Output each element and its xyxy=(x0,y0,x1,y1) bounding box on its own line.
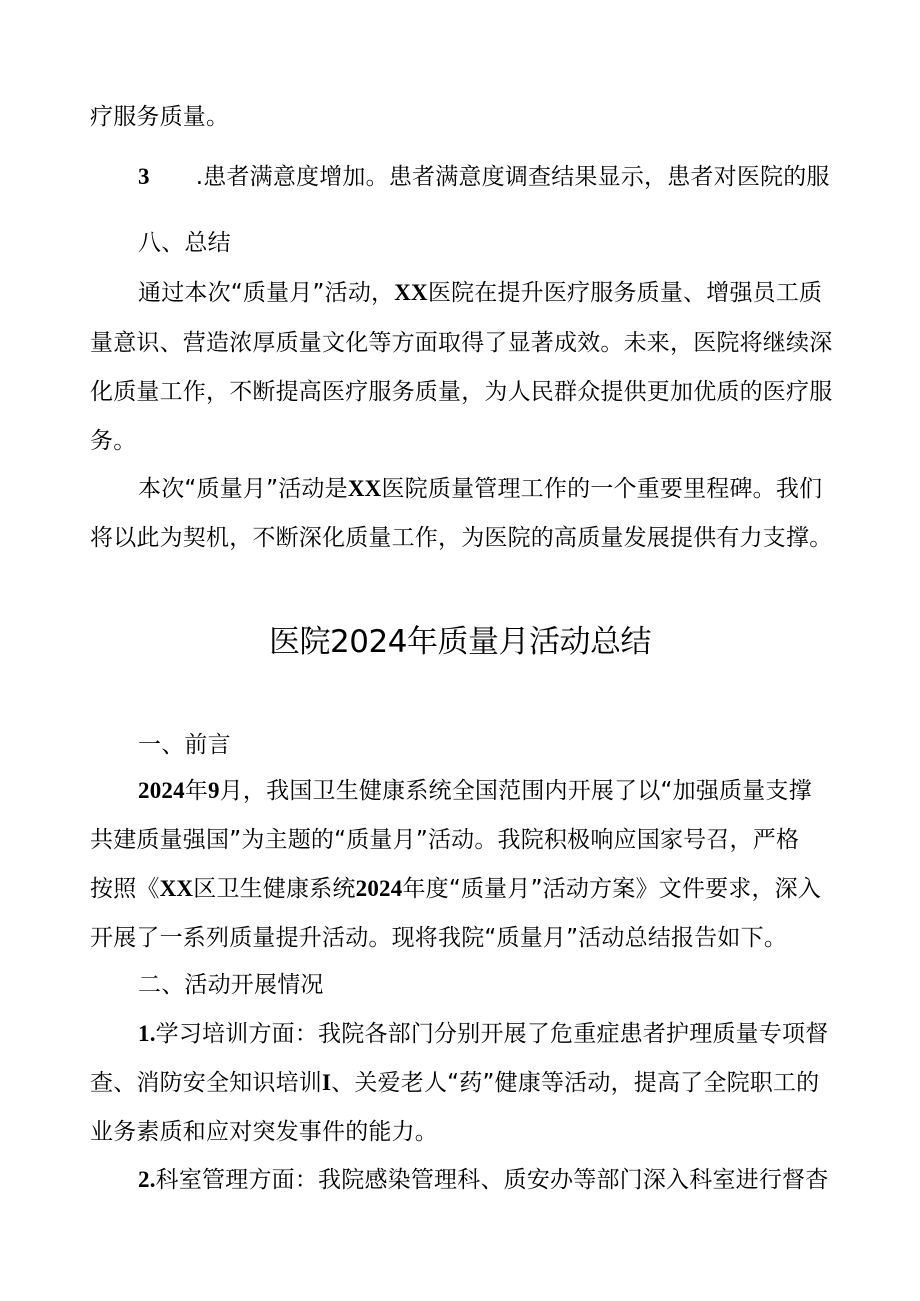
paragraph-line xyxy=(90,377,832,407)
list-item-3 xyxy=(138,162,830,192)
text-run: 医院质量管理工作的一个重要里程碑。我们 xyxy=(381,476,823,502)
text-run: 年度“质量月”活动方案》文件要求，深入 xyxy=(402,876,822,902)
paragraph-line xyxy=(138,474,822,504)
document-title: 医院2024年质量月活动总结 xyxy=(269,624,651,660)
item-number: 1. xyxy=(138,1021,156,1046)
item-number: 3 xyxy=(138,164,150,189)
text-run: 通过本次“质量月”活动， xyxy=(138,280,395,306)
heading-text: 八、总结 xyxy=(138,230,231,256)
heading-text: 二、活动开展情况 xyxy=(138,972,324,998)
section-heading-summary xyxy=(138,228,231,258)
text-run: 查、消防安全知识培训 xyxy=(90,1070,322,1096)
text-run: 量意识、营造浓厚质量文化等方面取得了显著成效。未来，医院将继续深 xyxy=(90,330,833,356)
text-run: 年 xyxy=(184,778,209,804)
continuation-line xyxy=(90,102,229,132)
item-text: .患者满意度增加。患者满意度调查结果显示，患者对医院的服 xyxy=(195,164,830,190)
text-run: 共建质量强国”为主题的“质量月”活动。我院积极响应国家号召，严格 xyxy=(90,827,800,853)
text-run: 、关爱老人“药”健康等活动，提高了全院职工的 xyxy=(331,1070,820,1096)
heading-text: 一、前言 xyxy=(138,732,231,758)
text-run: XX xyxy=(394,280,428,305)
text-run: I xyxy=(322,1070,332,1095)
paragraph-line xyxy=(90,923,787,953)
text-run: 医院在提升医疗服务质量、增强员工质 xyxy=(427,280,823,306)
text-run: 学习培训方面：我院各部门分别开展了危重症患者护理质量专项督 xyxy=(155,1021,829,1047)
paragraph-line xyxy=(138,278,822,308)
text-run: 区卫生健康系统 xyxy=(193,876,356,902)
text-run: 将以此为契机，不断深化质量工作，为医院的高质量发展提供有力支撑。 xyxy=(90,525,833,551)
text-run: 业务素质和应对突发事件的能力。 xyxy=(90,1119,438,1145)
text-run: 月，我国卫生健康系统全国范围内开展了以“加强质量支撑 xyxy=(219,778,812,804)
text-run: XX xyxy=(347,476,382,501)
paragraph-line xyxy=(90,328,832,358)
list-item-1 xyxy=(138,1019,828,1049)
text-run: XX xyxy=(159,876,194,901)
text-run: 开展了一系列质量提升活动。现将我院“质量月”活动总结报告如下。 xyxy=(90,925,788,951)
text-run: 2024 xyxy=(355,876,403,901)
text-run: 9 xyxy=(208,778,220,803)
text-run: 2024 xyxy=(138,778,185,803)
text-run: 按照《 xyxy=(90,876,160,902)
text-run: 化质量工作，不断提高医疗服务质量，为人民群众提供更加优质的医疗服 xyxy=(90,379,833,405)
text-run: 本次“质量月”活动是 xyxy=(138,476,348,502)
item-number: 2. xyxy=(138,1167,156,1192)
section-heading-preface xyxy=(138,730,231,760)
paragraph-line xyxy=(90,1117,438,1147)
text-run: 务。 xyxy=(90,428,137,454)
list-item-2 xyxy=(138,1165,828,1195)
section-heading-activities xyxy=(138,970,324,1000)
paragraph-line xyxy=(90,825,799,855)
paragraph-line xyxy=(90,426,136,456)
paragraph-line xyxy=(138,776,812,806)
text-run: 科室管理方面：我院感染管理科、质安办等部门深入科室进行督杳 xyxy=(155,1167,829,1193)
text-run: 疗服务质量。 xyxy=(90,104,230,130)
paragraph-line xyxy=(90,523,832,553)
paragraph-line xyxy=(90,874,821,904)
paragraph-line xyxy=(90,1068,819,1098)
